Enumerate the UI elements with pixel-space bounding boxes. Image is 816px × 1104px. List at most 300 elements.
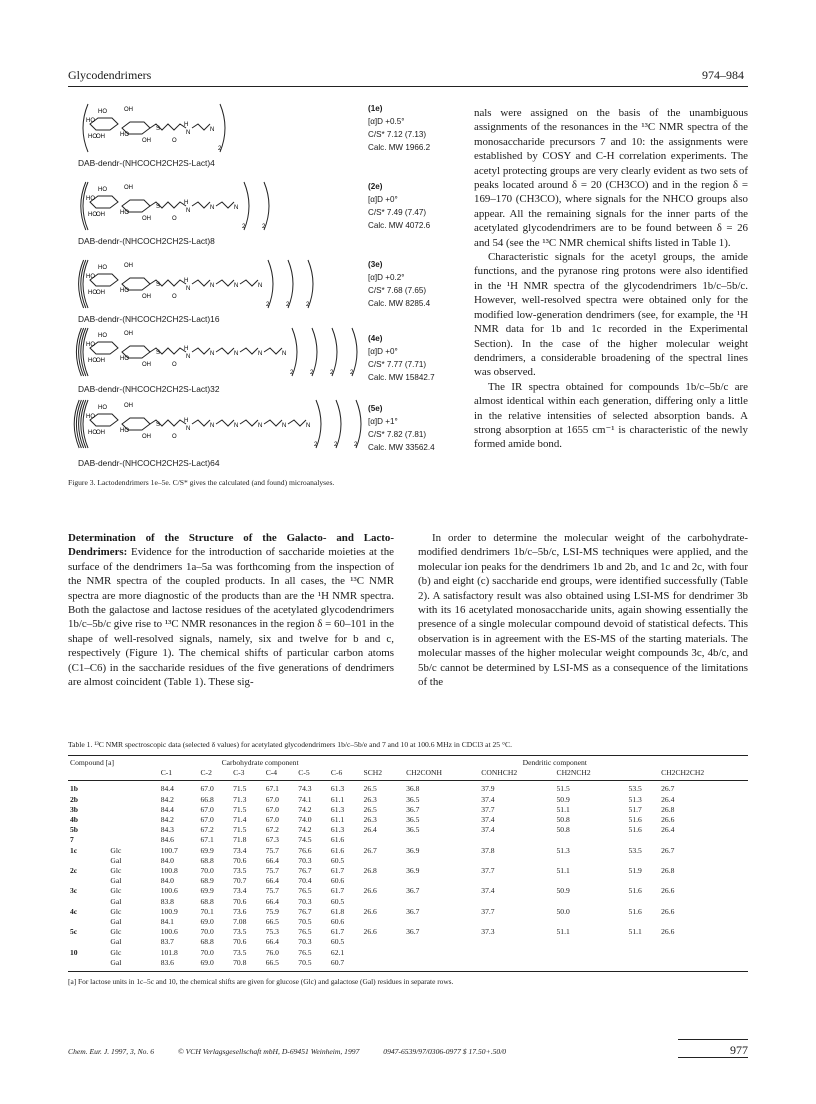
shift-cell: 68.8 bbox=[200, 937, 214, 947]
atom-label: 2 bbox=[314, 442, 318, 448]
atom-label: H bbox=[184, 278, 189, 284]
shift-cell: 83.8 bbox=[160, 896, 174, 906]
atom-label: N bbox=[186, 426, 191, 432]
bracket-close bbox=[288, 260, 293, 308]
column-header: C-6 bbox=[329, 768, 362, 781]
branch-chain bbox=[192, 202, 210, 208]
residue-cell: Gal bbox=[110, 896, 122, 906]
shift-cell: 70.6 bbox=[233, 896, 247, 906]
shift-cell: 26.5 bbox=[363, 804, 377, 814]
shift-cell: 36.7 bbox=[406, 886, 420, 896]
shift-cell: 100.7 bbox=[160, 845, 178, 855]
shift-cell: 76.5 bbox=[298, 947, 312, 957]
shift-cell: 36.9 bbox=[406, 845, 420, 855]
column-group-dendritic: Dendritic component bbox=[362, 756, 748, 769]
atom-label: OH bbox=[142, 216, 151, 222]
atom-label: 2 bbox=[310, 370, 314, 376]
shift-cell: 36.5 bbox=[406, 825, 420, 835]
atom-label: OH bbox=[124, 107, 133, 113]
atom-label: OH bbox=[142, 434, 151, 440]
compound-cell bbox=[68, 897, 108, 907]
shift-cell bbox=[659, 856, 748, 866]
atom-label: OH bbox=[124, 263, 133, 269]
journal-citation: Chem. Eur. J. 1997, 3, No. 6 bbox=[68, 1047, 155, 1056]
shift-cell: 37.7 bbox=[481, 906, 495, 916]
table-1 bbox=[68, 740, 748, 986]
atom-label: N bbox=[282, 423, 287, 429]
shift-cell: 26.4 bbox=[661, 825, 675, 835]
shift-cell: 71.3 bbox=[233, 794, 247, 804]
shift-cell bbox=[404, 856, 479, 866]
atom-label: O bbox=[172, 434, 177, 440]
shift-cell: 70.6 bbox=[233, 855, 247, 865]
shift-cell bbox=[362, 856, 405, 866]
shift-cell: 67.2 bbox=[200, 825, 214, 835]
shift-cell: 36.7 bbox=[406, 927, 420, 937]
branch-chain bbox=[264, 420, 282, 426]
shift-cell: 84.2 bbox=[160, 815, 174, 825]
shift-cell: 61.6 bbox=[330, 835, 345, 845]
shift-cell bbox=[659, 917, 748, 927]
optical-rotation: [α]D +0° bbox=[368, 195, 398, 204]
shift-cell: 37.4 bbox=[481, 815, 495, 825]
branch-chain bbox=[216, 280, 234, 286]
shift-cell: 37.4 bbox=[481, 886, 495, 896]
bracket-close bbox=[292, 328, 297, 376]
shift-cell bbox=[362, 948, 405, 958]
table-row bbox=[68, 856, 748, 866]
shift-cell: 68.8 bbox=[200, 896, 214, 906]
compound-cell bbox=[68, 937, 108, 947]
shift-cell bbox=[659, 835, 748, 845]
residue-cell bbox=[108, 815, 158, 825]
shift-cell: 61.6 bbox=[330, 845, 345, 855]
shift-cell: 26.3 bbox=[363, 794, 377, 804]
atom-label: S bbox=[156, 350, 161, 356]
table-footnote: [a] For lactose units in 1c–5c and 10, the chemical shifts are given for glucose (Glc) and galactose (Gal) residues in separate rows. bbox=[68, 977, 454, 987]
compound-cell: 4b bbox=[70, 815, 79, 825]
shift-cell bbox=[479, 856, 554, 866]
shift-cell: 51.5 bbox=[556, 784, 570, 794]
atom-label: N bbox=[210, 423, 215, 429]
atom-label: N bbox=[210, 351, 215, 357]
dendrimer-name: DAB-dendr-(NHCOCH2CH2S-Lact)8 bbox=[78, 236, 215, 246]
shift-cell: 61.7 bbox=[330, 886, 345, 896]
shift-cell: 67.0 bbox=[265, 804, 279, 814]
atom-label: HO bbox=[88, 358, 97, 364]
shift-cell: 67.2 bbox=[265, 825, 279, 835]
column-header: C-3 bbox=[231, 768, 264, 781]
structure-drawing bbox=[68, 178, 364, 234]
compound-cell: 2b bbox=[70, 794, 79, 804]
atom-label: N bbox=[234, 423, 239, 429]
shift-cell: 26.7 bbox=[363, 845, 377, 855]
residue-cell: Glc bbox=[110, 947, 122, 957]
atom-label: OH bbox=[96, 134, 105, 140]
atom-label: 2 bbox=[218, 146, 222, 152]
bracket-close bbox=[352, 328, 357, 376]
shift-cell: 66.5 bbox=[265, 917, 279, 927]
shift-cell bbox=[479, 948, 554, 958]
bracket-close bbox=[356, 400, 361, 448]
dendrimer-name: DAB-dendr-(NHCOCH2CH2S-Lact)64 bbox=[78, 458, 220, 468]
shift-cell: 60.5 bbox=[330, 855, 345, 865]
compound-cell: 4c bbox=[70, 906, 78, 916]
shift-cell: 60.6 bbox=[330, 876, 345, 886]
shift-cell: 84.0 bbox=[160, 855, 174, 865]
shift-cell bbox=[659, 876, 748, 886]
column-header: CH2CH2CH2 bbox=[659, 768, 748, 781]
shift-cell: 100.9 bbox=[160, 906, 178, 916]
atom-label: HO bbox=[98, 333, 107, 339]
residue-cell: Glc bbox=[110, 866, 122, 876]
compound-cell: 3b bbox=[70, 804, 79, 814]
branch-chain bbox=[288, 420, 306, 426]
atom-label: HO bbox=[120, 356, 129, 362]
table-row bbox=[68, 795, 748, 805]
publisher-line: © VCH Verlagsgesellschaft mbH, D-69451 Weinheim, 1997 bbox=[177, 1047, 360, 1056]
atom-label: N bbox=[186, 286, 191, 292]
shift-cell bbox=[362, 897, 405, 907]
shift-cell bbox=[362, 917, 405, 927]
residue-cell bbox=[108, 805, 158, 815]
shift-cell: 36.7 bbox=[406, 906, 420, 916]
atom-label: 2 bbox=[266, 302, 270, 308]
table-row bbox=[68, 958, 748, 972]
shift-cell bbox=[627, 917, 660, 927]
compound-cell: 5c bbox=[70, 927, 78, 937]
atom-label: 2 bbox=[290, 370, 294, 376]
atom-label: S bbox=[156, 282, 161, 288]
shift-cell: 50.9 bbox=[556, 794, 570, 804]
shift-cell: 70.7 bbox=[233, 876, 247, 886]
bracket-close bbox=[268, 260, 273, 308]
atom-label: N bbox=[258, 423, 263, 429]
shift-cell: 69.9 bbox=[200, 845, 214, 855]
shift-cell bbox=[404, 958, 479, 972]
atom-label: S bbox=[156, 204, 161, 210]
shift-cell: 68.9 bbox=[200, 876, 214, 886]
shift-cell: 73.5 bbox=[233, 866, 247, 876]
shift-cell bbox=[362, 835, 405, 845]
atom-label: N bbox=[210, 205, 215, 211]
compound-id: (3e) bbox=[368, 260, 383, 269]
shift-cell: 51.3 bbox=[628, 794, 642, 804]
branch-chain bbox=[192, 420, 210, 426]
shift-cell: 71.5 bbox=[233, 825, 247, 835]
bracket-close bbox=[336, 400, 341, 448]
paragraph: The IR spectra obtained for compounds 1b/c–5b/c are almost identical within each generation, differing only a little in the relative intensities of selected absorption bands. A strong absorption at 1655 cm⁻¹ is characteristic of the newly formed amide bond. bbox=[474, 380, 748, 451]
shift-cell bbox=[479, 917, 554, 927]
structure-drawing bbox=[68, 256, 364, 312]
shift-cell: 68.8 bbox=[200, 855, 214, 865]
atom-label: HO bbox=[98, 265, 107, 271]
shift-cell: 75.9 bbox=[265, 906, 279, 916]
table-row bbox=[68, 846, 748, 856]
shift-cell: 37.9 bbox=[481, 784, 495, 794]
figure-3 bbox=[68, 100, 458, 472]
table-row bbox=[68, 927, 748, 937]
structure-drawing bbox=[68, 396, 364, 452]
header-rule bbox=[68, 86, 748, 87]
compound-cell bbox=[68, 856, 108, 866]
right-column-bottom bbox=[418, 531, 748, 689]
shift-cell: 50.8 bbox=[556, 815, 570, 825]
shift-cell: 71.8 bbox=[233, 835, 247, 845]
bracket-close bbox=[264, 182, 269, 230]
atom-label: N bbox=[186, 354, 191, 360]
bracket-close bbox=[316, 400, 321, 448]
microanalysis: C/S* 7.68 (7.65) bbox=[368, 286, 427, 295]
shift-cell: 67.0 bbox=[265, 815, 279, 825]
dendrimer-name: DAB-dendr-(NHCOCH2CH2S-Lact)16 bbox=[78, 314, 220, 324]
atom-label: H bbox=[184, 122, 189, 128]
shift-cell: 73.4 bbox=[233, 886, 247, 896]
column-header: C-5 bbox=[296, 768, 329, 781]
shift-cell bbox=[479, 937, 554, 947]
atom-label: OH bbox=[96, 290, 105, 296]
table-row bbox=[68, 907, 748, 917]
shift-cell: 66.4 bbox=[265, 937, 279, 947]
shift-cell: 75.7 bbox=[265, 845, 279, 855]
shift-cell bbox=[627, 856, 660, 866]
atom-label: HO bbox=[88, 430, 97, 436]
table-row bbox=[68, 866, 748, 876]
column-group-carbohydrate: Carbohydrate component bbox=[159, 756, 362, 769]
shift-cell: 67.3 bbox=[265, 835, 279, 845]
bracket-close bbox=[308, 260, 313, 308]
shift-cell: 74.3 bbox=[298, 784, 312, 794]
shift-cell: 61.1 bbox=[330, 794, 345, 804]
shift-cell: 76.0 bbox=[265, 947, 279, 957]
shift-cell: 70.5 bbox=[296, 958, 329, 972]
atom-label: O bbox=[172, 294, 177, 300]
table-row bbox=[68, 917, 748, 927]
shift-cell: 26.6 bbox=[661, 886, 675, 896]
atom-label: N bbox=[234, 283, 239, 289]
atom-label: N bbox=[258, 351, 263, 357]
compound-id: (1e) bbox=[368, 104, 383, 113]
atom-label: O bbox=[172, 362, 177, 368]
branch-chain bbox=[216, 420, 234, 426]
column-header: CH2CONH bbox=[404, 768, 479, 781]
shift-cell: 51.3 bbox=[556, 845, 570, 855]
shift-cell: 26.6 bbox=[661, 815, 675, 825]
shift-cell: 36.5 bbox=[406, 794, 420, 804]
atom-label: OH bbox=[124, 185, 133, 191]
shift-cell: 75.3 bbox=[265, 927, 279, 937]
atom-label: 2 bbox=[354, 442, 358, 448]
atom-label: HO bbox=[86, 342, 95, 348]
atom-label: OH bbox=[96, 430, 105, 436]
shift-cell: 26.7 bbox=[661, 845, 675, 855]
microanalysis: C/S* 7.12 (7.13) bbox=[368, 130, 427, 139]
bracket-close bbox=[244, 182, 249, 230]
shift-cell bbox=[555, 876, 627, 886]
column-header bbox=[627, 768, 660, 781]
shift-cell bbox=[627, 897, 660, 907]
residue-cell bbox=[108, 781, 158, 795]
shift-cell: 50.8 bbox=[556, 825, 570, 835]
shift-cell: 70.1 bbox=[200, 906, 214, 916]
dendrimer-name: DAB-dendr-(NHCOCH2CH2S-Lact)4 bbox=[78, 158, 215, 168]
branch-chain bbox=[240, 280, 258, 286]
shift-cell: 84.0 bbox=[160, 876, 174, 886]
structure-drawing bbox=[68, 100, 364, 156]
branch-chain bbox=[216, 202, 234, 208]
shift-cell: 67.0 bbox=[200, 804, 214, 814]
optical-rotation: [α]D +1° bbox=[368, 417, 398, 426]
shift-cell: 67.1 bbox=[200, 835, 214, 845]
shift-cell: 37.7 bbox=[481, 804, 495, 814]
residue-cell bbox=[108, 825, 158, 835]
column-header: C-2 bbox=[198, 768, 231, 781]
article-code: 0947-6539/97/0306-0977 $ 17.50+.50/0 bbox=[383, 1047, 507, 1056]
column-header: C-1 bbox=[159, 768, 199, 781]
shift-cell: 71.4 bbox=[233, 815, 247, 825]
optical-rotation: [α]D +0.2° bbox=[368, 273, 405, 282]
shift-cell: 26.4 bbox=[661, 794, 675, 804]
shift-cell: 61.7 bbox=[330, 866, 345, 876]
shift-cell: 76.7 bbox=[298, 866, 312, 876]
shift-cell: 84.4 bbox=[160, 784, 174, 794]
shift-cell bbox=[404, 835, 479, 845]
shift-cell bbox=[555, 835, 627, 845]
shift-cell: 26.8 bbox=[363, 866, 377, 876]
shift-cell: 73.5 bbox=[233, 927, 247, 937]
shift-cell: 76.5 bbox=[298, 886, 312, 896]
shift-cell: 74.5 bbox=[298, 835, 312, 845]
shift-cell: 53.5 bbox=[628, 784, 642, 794]
shift-cell: 26.6 bbox=[661, 927, 675, 937]
shift-cell: 74.1 bbox=[298, 794, 312, 804]
shift-cell bbox=[627, 948, 660, 958]
shift-cell: 26.5 bbox=[363, 784, 377, 794]
shift-cell: 51.7 bbox=[628, 804, 642, 814]
shift-cell bbox=[555, 917, 627, 927]
atom-label: O bbox=[172, 216, 177, 222]
shift-cell bbox=[479, 958, 554, 972]
atom-label: 2 bbox=[306, 302, 310, 308]
paragraph: Evidence for the introduction of saccharide moieties at the surface of the dendrimers 1a–5a was forthcoming from the inspection of the NMR spectra of the coupled products. In all cases, the ¹³C NMR spectra are more diagnostic of the products than are the ¹H NMR spectra. Both the galactose and lactose residues of the acetylated glycodendrimers 1b/c–5b/c give rise to ¹³C NMR resonances in the region δ = 60–101 in the shape of well-resolved signals, namely, six and twelve for b and c, respectively (Figure 1). The chemical shifts of particular carbon atoms (C1–C6) in the saccharide residues of the five generations of dendrimers are almost coincident (Table 1). These sig- bbox=[68, 546, 394, 689]
compound-id: (5e) bbox=[368, 404, 383, 413]
atom-label: H bbox=[184, 346, 189, 352]
shift-cell: 60.6 bbox=[330, 917, 345, 927]
shift-cell: 60.5 bbox=[330, 937, 345, 947]
atom-label: OH bbox=[96, 358, 105, 364]
shift-cell: 51.6 bbox=[628, 825, 642, 835]
table-row bbox=[68, 886, 748, 896]
atom-label: HO bbox=[120, 210, 129, 216]
bracket-close bbox=[312, 328, 317, 376]
shift-cell: 73.4 bbox=[233, 845, 247, 855]
shift-cell: 26.6 bbox=[363, 927, 377, 937]
shift-cell: 70.0 bbox=[200, 927, 214, 937]
compound-cell: 3c bbox=[70, 886, 78, 896]
shift-cell: 100.8 bbox=[160, 866, 178, 876]
shift-cell: 67.0 bbox=[265, 794, 279, 804]
shift-cell: 26.6 bbox=[363, 886, 377, 896]
shift-cell: 61.7 bbox=[330, 927, 345, 937]
structure-drawing bbox=[68, 324, 364, 380]
table-row bbox=[68, 937, 748, 947]
shift-cell: 50.9 bbox=[556, 886, 570, 896]
shift-cell: 70.3 bbox=[298, 937, 312, 947]
paragraph: Characteristic signals for the acetyl groups, the amide functions, and the pyranose ring protons were also identified in the ¹H NMR spectra of the glycodendrimers 1b/c–5b/c. However, well-resolved spectra were obtained only for the modified low-generation dendrimers (see, for example, the ¹H NMR data for 1b and 1c recorded in the Experimental Section). In the case of the higher molecular weight dendrimers, a considerable broadening of the spectral lines was observed. bbox=[474, 251, 748, 379]
shift-cell: 50.0 bbox=[556, 906, 570, 916]
calc-mw: Calc. MW 8285.4 bbox=[368, 299, 431, 308]
compound-id: (2e) bbox=[368, 182, 383, 191]
shift-cell bbox=[404, 876, 479, 886]
atom-label: 2 bbox=[286, 302, 290, 308]
shift-cell: 76.5 bbox=[298, 927, 312, 937]
microanalysis: C/S* 7.49 (7.47) bbox=[368, 208, 427, 217]
shift-cell: 37.4 bbox=[481, 794, 495, 804]
shift-cell: 37.8 bbox=[481, 845, 495, 855]
shift-cell: 26.8 bbox=[661, 866, 675, 876]
shift-cell: 53.5 bbox=[628, 845, 642, 855]
shift-cell bbox=[555, 897, 627, 907]
atom-label: H bbox=[184, 200, 189, 206]
table-row bbox=[68, 781, 748, 795]
shift-cell: 60.7 bbox=[329, 958, 362, 972]
shift-cell: 37.4 bbox=[481, 825, 495, 835]
branch-chain bbox=[240, 348, 258, 354]
shift-cell: 69.0 bbox=[198, 958, 231, 972]
bracket-close bbox=[220, 104, 225, 152]
residue-cell: Glc bbox=[110, 845, 122, 855]
shift-cell: 74.2 bbox=[298, 804, 312, 814]
shift-cell: 73.6 bbox=[233, 906, 247, 916]
shift-cell: 100.6 bbox=[160, 886, 178, 896]
atom-label: 2 bbox=[262, 224, 266, 230]
compound-id: (4e) bbox=[368, 334, 383, 343]
atom-label: 2 bbox=[330, 370, 334, 376]
column-header: SCH2 bbox=[362, 768, 405, 781]
shift-cell: 76.7 bbox=[298, 906, 312, 916]
shift-cell bbox=[404, 937, 479, 947]
atom-label: N bbox=[210, 127, 215, 133]
bracket-close bbox=[332, 328, 337, 376]
shift-cell bbox=[627, 835, 660, 845]
shift-cell: 7.08 bbox=[233, 917, 247, 927]
shift-cell: 84.1 bbox=[160, 917, 174, 927]
shift-cell: 37.7 bbox=[481, 866, 495, 876]
column-header: C-4 bbox=[264, 768, 297, 781]
branch-chain bbox=[216, 348, 234, 354]
table-caption: Table 1. ¹³C NMR spectroscopic data (selected δ values) for acetylated glycodendrimers 1b/c–5b/e and 7 and 10 at 100.6 MHz in CDCl3 at 25 °C. bbox=[68, 740, 512, 749]
calc-mw: Calc. MW 4072.6 bbox=[368, 221, 431, 230]
branch-chain bbox=[264, 348, 282, 354]
shift-cell: 70.6 bbox=[233, 937, 247, 947]
shift-cell: 69.0 bbox=[200, 917, 214, 927]
microanalysis: C/S* 7.77 (7.71) bbox=[368, 360, 427, 369]
shift-cell: 83.7 bbox=[160, 937, 174, 947]
atom-label: N bbox=[306, 423, 311, 429]
shift-cell bbox=[404, 897, 479, 907]
shift-cell: 26.8 bbox=[661, 804, 675, 814]
atom-label: HO bbox=[86, 414, 95, 420]
atom-label: H bbox=[184, 418, 189, 424]
optical-rotation: [α]D +0.5° bbox=[368, 117, 405, 126]
shift-cell bbox=[627, 876, 660, 886]
shift-cell bbox=[479, 897, 554, 907]
shift-cell: 76.6 bbox=[298, 845, 312, 855]
shift-cell: 62.1 bbox=[330, 947, 345, 957]
shift-cell: 67.0 bbox=[200, 815, 214, 825]
shift-cell: 70.0 bbox=[200, 947, 214, 957]
atom-label: HO bbox=[98, 109, 107, 115]
